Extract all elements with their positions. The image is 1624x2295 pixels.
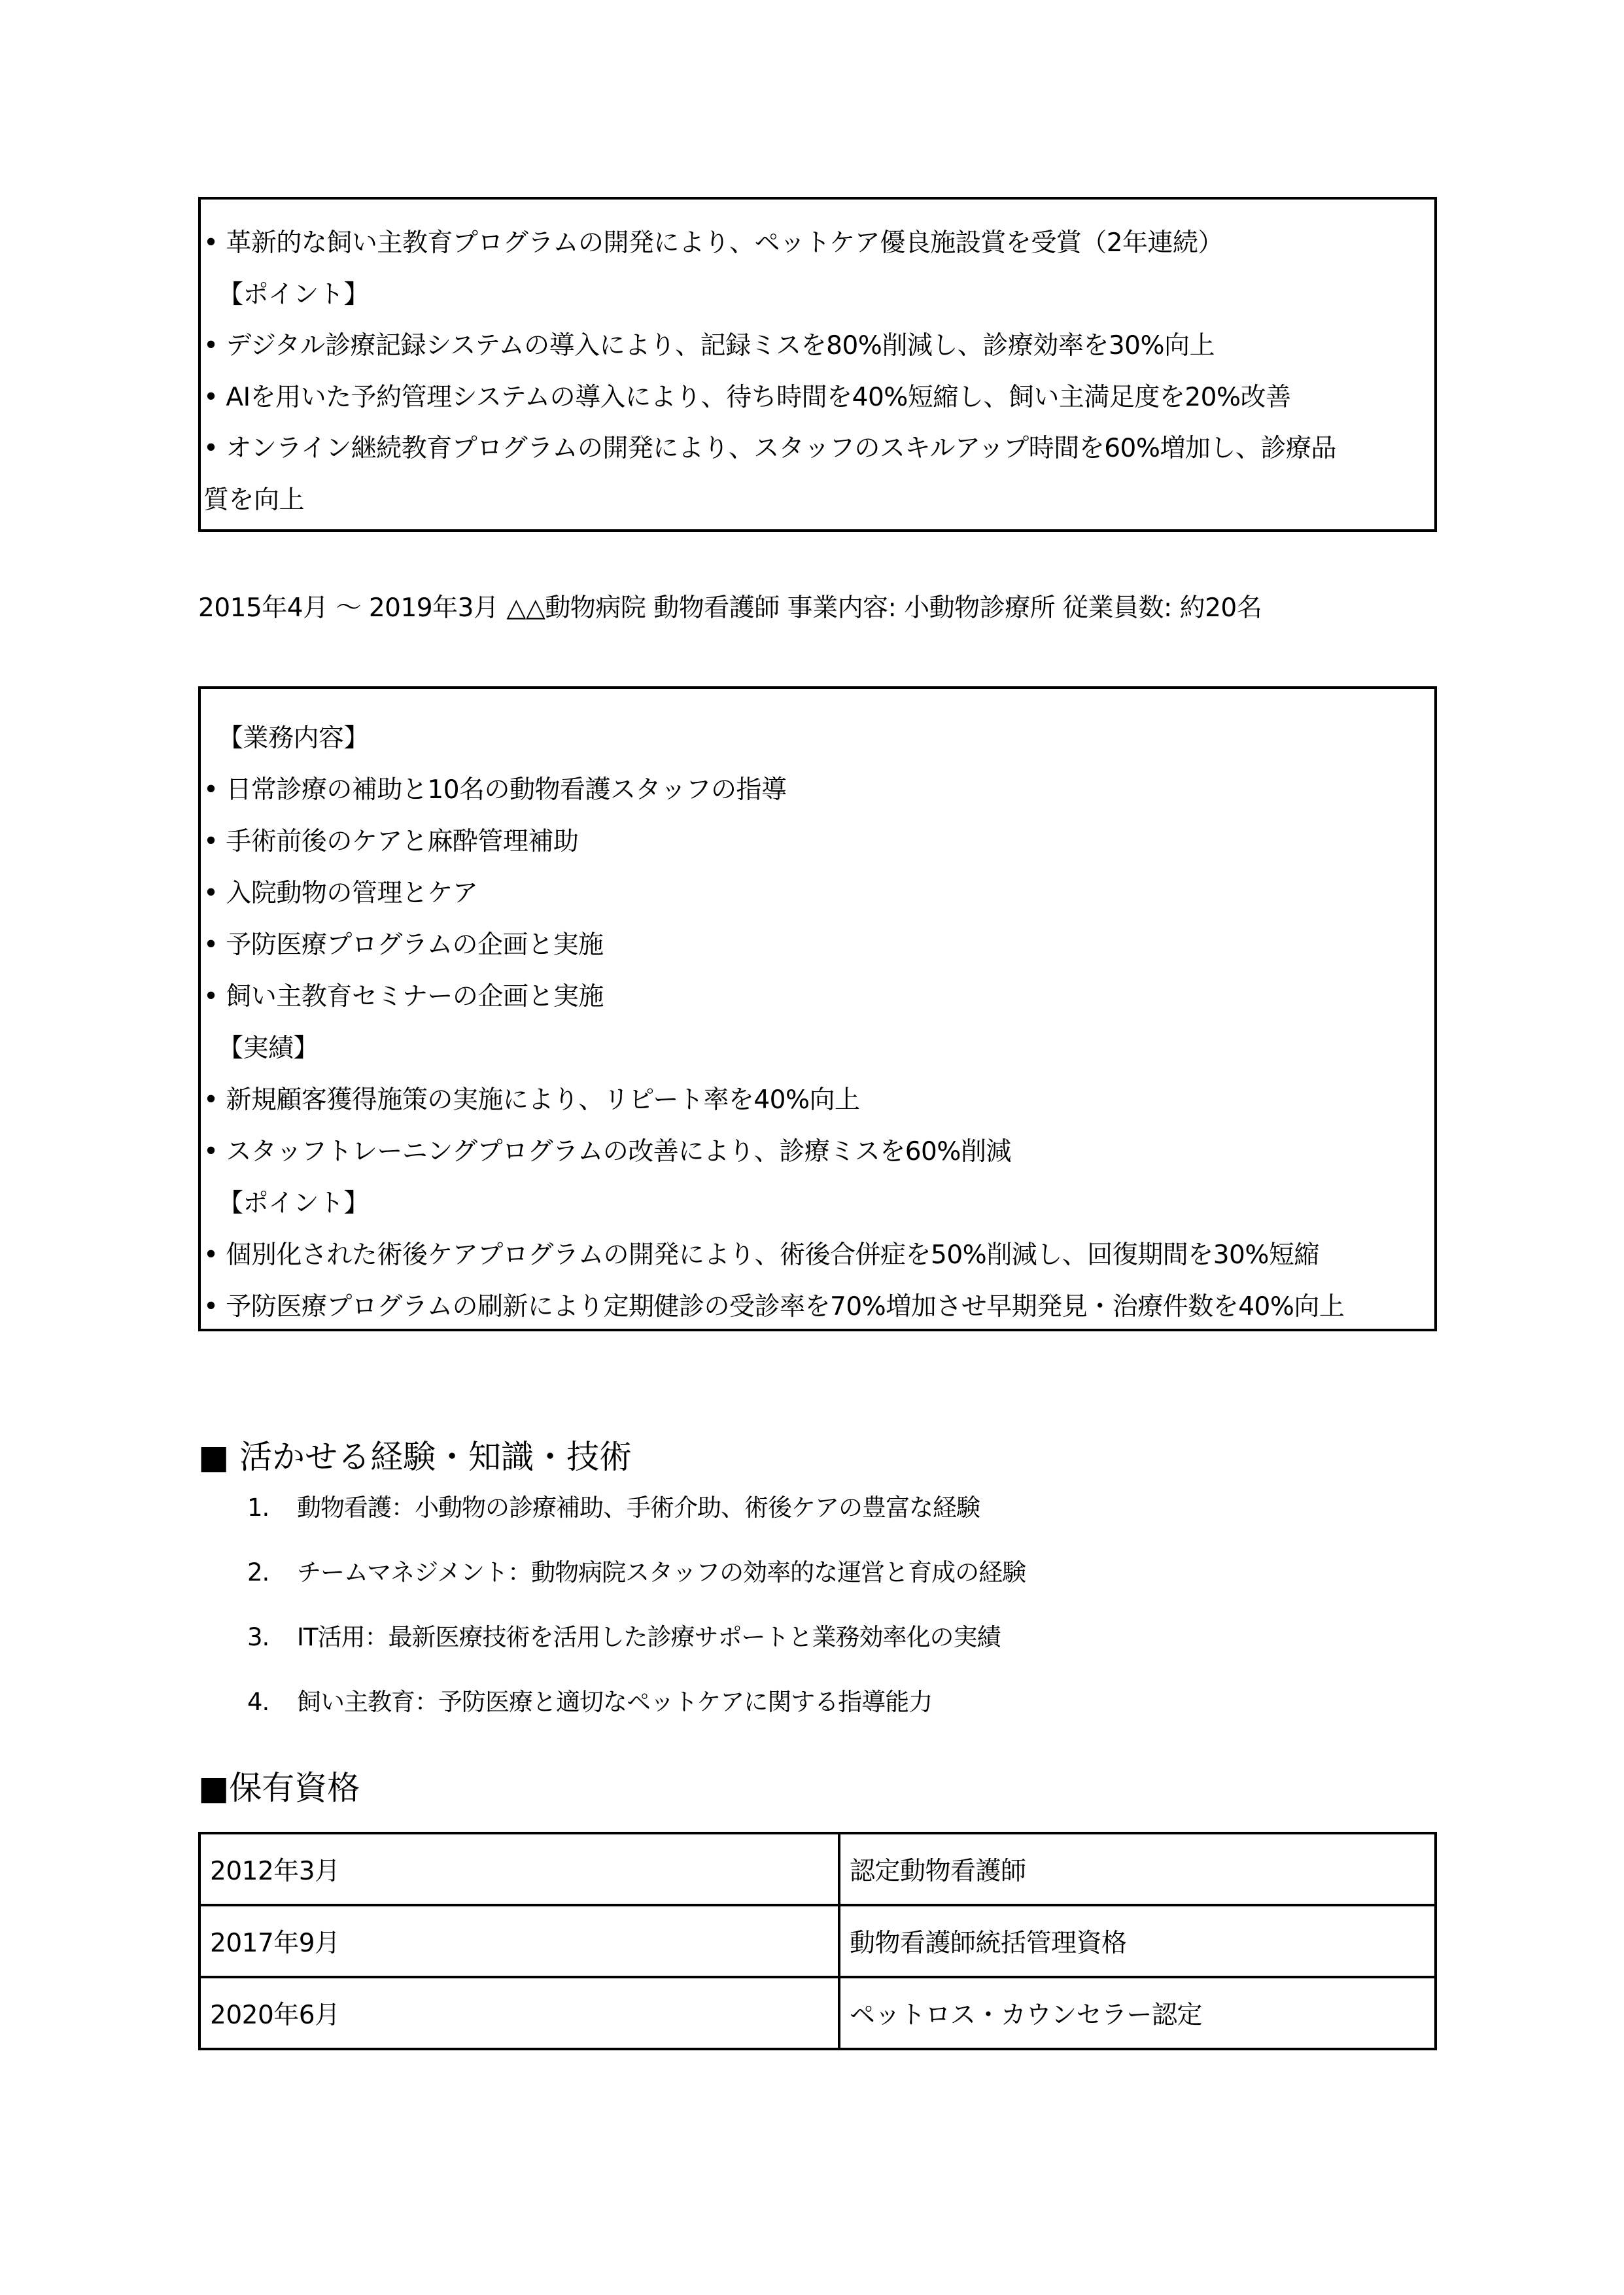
duties-box	[198, 686, 1437, 1331]
qualifications-heading: ■保有資格	[198, 1769, 360, 1807]
point-line: • 個別化された術後ケアプログラムの開発により、術後合併症を50%削減し、回復期間を30%短縮	[203, 1240, 1319, 1270]
points-label: 【ポイント】	[218, 279, 370, 309]
qualifications-table	[198, 1832, 1437, 2050]
point-line: • デジタル診療記録システムの導入により、記録ミスを80%削減し、診療効率を30%向上	[203, 331, 1215, 360]
duty-line: • 日常診療の補助と10名の動物看護スタッフの指導	[203, 775, 787, 805]
qualification-date: 2020年6月	[199, 1977, 839, 2049]
table-row	[199, 1833, 1436, 1905]
qualification-date: 2017年9月	[199, 1905, 839, 1977]
table-row	[199, 1977, 1436, 2049]
point-line: • 予防医療プログラムの刷新により定期健診の受診率を70%増加させ早期発見・治療件数を40%向上	[203, 1292, 1345, 1322]
point-line-continuation: 質を向上	[203, 485, 305, 515]
skills-list	[247, 1488, 1026, 1747]
skill-text: チームマネジメント：動物病院スタッフの効率的な運営と育成の経験	[297, 1558, 1026, 1586]
skill-number: 3.	[247, 1623, 269, 1651]
qualification-name: 認定動物看護師	[839, 1833, 1436, 1905]
career-entry-header: 2015年4月 〜 2019年3月 △△動物病院 動物看護師 事業内容: 小動物診療所 従業員数: 約20名	[198, 593, 1262, 623]
achievements-box	[198, 197, 1437, 532]
result-line: • スタッフトレーニングプログラムの改善により、診療ミスを60%削減	[203, 1137, 1011, 1166]
skill-item	[247, 1553, 1026, 1618]
skill-number: 4.	[247, 1688, 269, 1716]
qualification-name: ペットロス・カウンセラー認定	[839, 1977, 1436, 2049]
point-line: • オンライン継続教育プログラムの開発により、スタッフのスキルアップ時間を60%増加し、診療品	[203, 434, 1336, 463]
skill-number: 2.	[247, 1558, 269, 1586]
table-row	[199, 1905, 1436, 1977]
skill-text: IT活用：最新医療技術を活用した診療サポートと業務効率化の実績	[297, 1623, 1001, 1651]
point-line: • AIを用いた予約管理システムの導入により、待ち時間を40%短縮し、飼い主満足度を20%改善	[203, 382, 1291, 412]
skill-item	[247, 1683, 1026, 1747]
qualification-date: 2012年3月	[199, 1833, 839, 1905]
duties-label: 【業務内容】	[218, 724, 370, 753]
duty-line: • 飼い主教育セミナーの企画と実施	[203, 982, 604, 1011]
qualification-name: 動物看護師統括管理資格	[839, 1905, 1436, 1977]
points-label: 【ポイント】	[218, 1189, 370, 1218]
duty-line: • 予防医療プログラムの企画と実施	[203, 930, 604, 960]
duty-line: • 入院動物の管理とケア	[203, 879, 478, 908]
skill-text: 動物看護：小動物の診療補助、手術介助、術後ケアの豊富な経験	[297, 1494, 980, 1522]
skill-item	[247, 1488, 1026, 1553]
result-line: • 新規顧客獲得施策の実施により、リピート率を40%向上	[203, 1085, 860, 1115]
results-label: 【実績】	[218, 1034, 319, 1063]
duty-line: • 手術前後のケアと麻酔管理補助	[203, 827, 579, 856]
skill-number: 1.	[247, 1494, 269, 1522]
skills-heading: ■ 活かせる経験・知識・技術	[198, 1438, 632, 1476]
skill-item	[247, 1618, 1026, 1683]
skill-text: 飼い主教育：予防医療と適切なペットケアに関する指導能力	[297, 1688, 933, 1716]
achievement-line: • 革新的な飼い主教育プログラムの開発により、ペットケア優良施設賞を受賞（2年連続）	[203, 228, 1224, 258]
